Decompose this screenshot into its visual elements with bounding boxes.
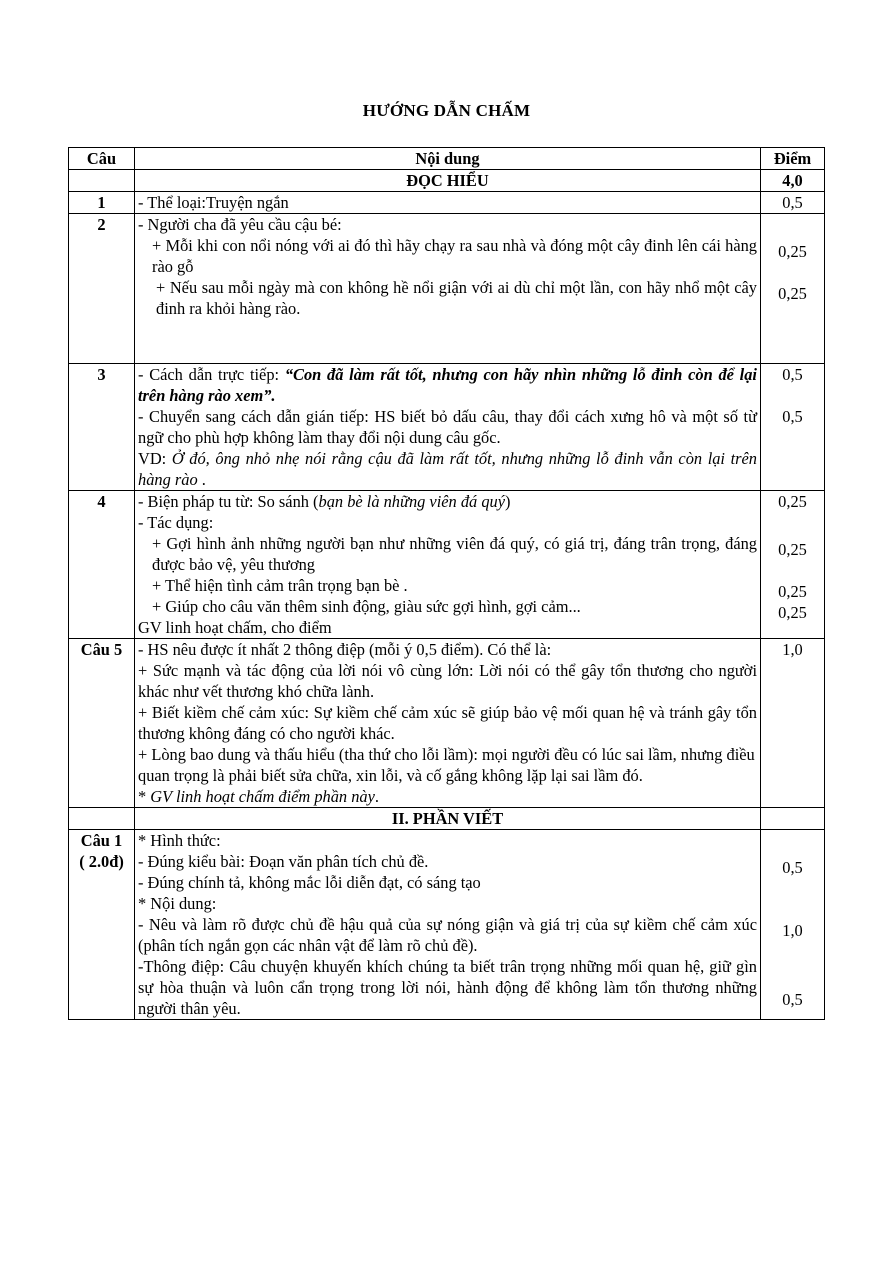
writing-form-type: - Đúng kiểu bài: Đoạn văn phân tích chủ đề. <box>138 852 429 871</box>
question-3-content <box>135 364 761 491</box>
question-5-content <box>135 639 761 808</box>
question-3-example <box>138 448 757 490</box>
question-3-row <box>69 364 825 491</box>
writing-question-1-row <box>69 830 825 1020</box>
question-2-label: 2 <box>69 214 135 364</box>
question-4-score-4: 0,25 <box>778 603 807 622</box>
question-5-intro: - HS nêu được ít nhất 2 thông điệp (mỗi ý 0,5 điểm). Có thể là: <box>138 640 552 659</box>
question-2-row <box>69 214 825 364</box>
question-5-note <box>138 786 757 807</box>
question-2-score-2: 0,25 <box>778 284 807 303</box>
question-4-note: GV linh hoạt chấm, cho điểm <box>138 618 332 637</box>
section-doc-hieu-title: ĐỌC HIỂU <box>135 170 761 192</box>
header-noi-dung: Nội dung <box>135 148 761 170</box>
writing-score-3: 0,5 <box>782 990 803 1009</box>
question-3-example-prefix: VD: <box>138 449 172 468</box>
question-4-row <box>69 491 825 639</box>
question-5-row <box>69 639 825 808</box>
question-4-effect-3: + Giúp cho câu văn thêm sinh động, giàu sức gợi hình, gợi cảm... <box>152 597 581 616</box>
section-doc-hieu-score: 4,0 <box>761 170 825 192</box>
question-4-effect-1: + Gợi hình ảnh những người bạn như những viên đá quý, có giá trị, đáng trân trọng, đáng được bảo vệ, yêu thương <box>152 534 757 574</box>
question-4-scores <box>761 491 825 639</box>
question-5-message-3: + Lòng bao dung và thấu hiểu (tha thứ cho lỗi lầm): mọi người đều có lúc sai lầm, nhưng điều quan trọng là phải biết sửa chữa, xin lỗi, và cố gắng không lặp lại sai lầm đó. <box>138 745 755 785</box>
writing-form-heading: * Hình thức: <box>138 831 221 850</box>
question-3-example-text: Ở đó, ông nhỏ nhẹ nói rằng cậu đã làm rất tốt, nhưng những lỗ đinh vẫn còn lại trên hàng rào <box>138 449 758 489</box>
question-4-device-example: bạn bè là những viên đá quý <box>318 492 505 511</box>
section-doc-hieu-row <box>69 170 825 192</box>
question-5-score: 1,0 <box>761 639 825 808</box>
question-1-row <box>69 192 825 214</box>
writing-question-1-labels <box>69 830 135 1020</box>
question-4-device-prefix: - Biện pháp tu từ: So sánh ( <box>138 492 319 511</box>
question-5-note-prefix: * <box>138 787 151 806</box>
writing-question-1-points: ( 2.0đ) <box>79 852 124 871</box>
question-2-content <box>135 214 761 364</box>
question-3-scores <box>761 364 825 491</box>
question-5-message-1: + Sức mạnh và tác động của lời nói vô cùng lớn: Lời nói có thể gây tổn thương cho người khác như vết thương khó chữa lành. <box>138 661 757 701</box>
question-4-content <box>135 491 761 639</box>
section-phan-viet-row <box>69 808 825 830</box>
writing-question-1-label: Câu 1 <box>80 831 123 850</box>
question-4-effect-2: + Thể hiện tình cảm trân trọng bạn bè . <box>152 576 408 595</box>
writing-score-1: 0,5 <box>782 858 803 877</box>
question-3-indirect: - Chuyển sang cách dẫn gián tiếp: HS biết bỏ dấu câu, thay đổi cách xưng hô và một số từ ngữ cho phù hợp không làm thay đổi nội dung câu gốc. <box>138 407 757 447</box>
question-3-direct <box>138 364 757 406</box>
question-4-score-3: 0,25 <box>778 582 807 601</box>
section-phan-viet-title: II. PHẦN VIẾT <box>135 808 761 830</box>
question-3-score-1: 0,5 <box>782 365 803 384</box>
question-5-note-text: GV linh hoạt chấm điểm phần này <box>150 787 375 806</box>
question-3-label: 3 <box>69 364 135 491</box>
question-4-device-suffix: ) <box>504 492 511 511</box>
writing-content-message: -Thông điệp: Câu chuyện khuyến khích chúng ta biết trân trọng những mối quan hệ, giữ gìn sự hòa thuận và luôn cẩn trọng trong lời nói, hành động để không làm tổn thương những người thân yêu. <box>138 957 757 1018</box>
question-3-direct-prefix: - Cách dẫn trực tiếp: <box>138 365 285 384</box>
writing-content-theme: - Nêu và làm rõ được chủ đề hậu quả của sự nóng giận và giá trị của sự kiềm chế cảm xúc (phân tích ngắn gọn các nhân vật để làm rõ chủ đề). <box>138 915 757 955</box>
question-5-note-suffix: . <box>374 787 379 806</box>
question-1-label: 1 <box>69 192 135 214</box>
writing-content-heading: * Nội dung: <box>138 894 217 913</box>
question-2-intro: - Người cha đã yêu cầu cậu bé: <box>138 215 342 234</box>
question-2-scores <box>761 214 825 364</box>
question-1-score: 0,5 <box>761 192 825 214</box>
question-4-label: 4 <box>69 491 135 639</box>
question-5-label: Câu 5 <box>69 639 135 808</box>
question-5-message-2: + Biết kiềm chế cảm xúc: Sự kiềm chế cảm xúc sẽ giúp bảo vệ mối quan hệ và tránh gây tổn thương không đáng có cho người khác. <box>138 703 757 743</box>
grading-table <box>68 147 825 1020</box>
page-title: HƯỚNG DẪN CHẤM <box>362 101 531 120</box>
question-4-score-1: 0,25 <box>778 492 807 511</box>
writing-question-1-scores <box>761 830 825 1020</box>
question-3-direct-quote: “Con đã làm rất tốt, nhưng con hãy nhìn những lỗ đinh còn để lại trên hàng rào xem”. <box>138 365 757 405</box>
table-header-row <box>69 148 825 170</box>
question-2-score-1: 0,25 <box>778 242 807 261</box>
question-4-device <box>138 491 757 512</box>
question-1-text: - Thể loại:Truyện ngắn <box>135 192 761 214</box>
question-2-point-1: + Mỗi khi con nổi nóng với ai đó thì hãy chạy ra sau nhà và đóng một cây đinh lên cái hàng rào gỗ <box>152 236 757 276</box>
question-3-example-end: . <box>197 470 206 489</box>
header-diem: Điểm <box>761 148 825 170</box>
writing-question-1-content <box>135 830 761 1020</box>
question-4-score-2: 0,25 <box>778 540 807 559</box>
header-cau: Câu <box>69 148 135 170</box>
question-2-point-2: + Nếu sau mỗi ngày mà con không hề nổi giận với ai dù chỉ một lần, con hãy nhổ một cây đinh ra khỏi hàng rào. <box>156 278 757 318</box>
question-3-score-2: 0,5 <box>782 407 803 426</box>
writing-form-spelling: - Đúng chính tả, không mắc lỗi diễn đạt, có sáng tạo <box>138 873 481 892</box>
question-4-effect-label: - Tác dụng: <box>138 513 214 532</box>
writing-score-2: 1,0 <box>782 921 803 940</box>
